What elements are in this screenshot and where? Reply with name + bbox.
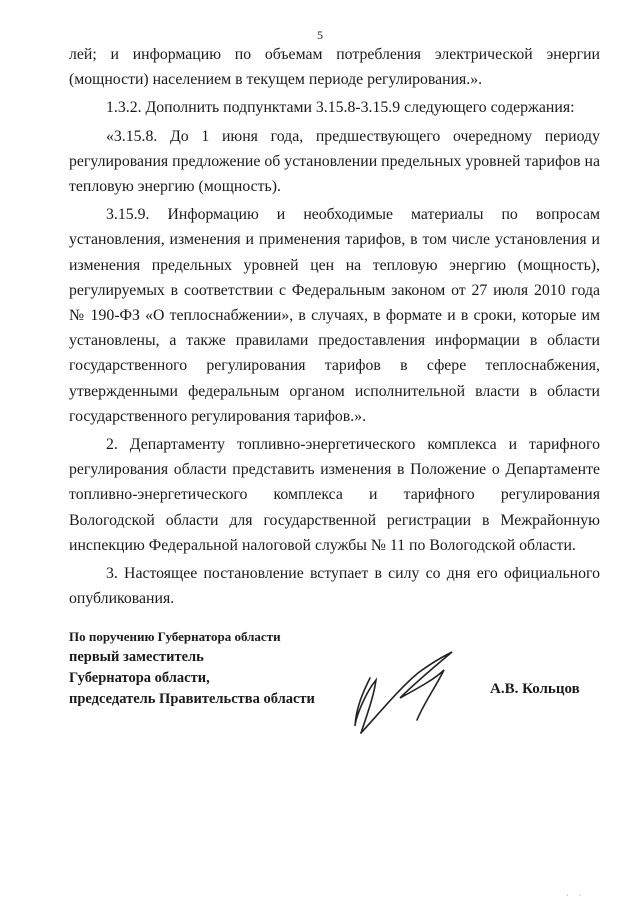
signature-title-line2: Губернатора области, bbox=[69, 670, 210, 686]
document-body bbox=[69, 42, 600, 611]
signature-authority-line: По поручению Губернатора области bbox=[69, 629, 281, 644]
signer-name: А.В. Кольцов bbox=[490, 681, 580, 697]
paragraph-1-3-2: 1.3.2. Дополнить подпунктами 3.15.8-3.15.9 следующего содержания: bbox=[106, 99, 575, 117]
signature-title-line3: председатель Правительства области bbox=[69, 691, 315, 707]
handwritten-signature bbox=[330, 640, 480, 740]
page-number: 5 bbox=[317, 28, 323, 42]
scan-mark: · · bbox=[566, 891, 586, 900]
paragraph-3-15-8: «3.15.8. До 1 июня года, предшествующего очередному периоду регулирования предложение об установлении предельных уровней тарифов на тепловую энергию (мощность). bbox=[69, 127, 600, 196]
paragraph-3-15-9: 3.15.9. Информацию и необходимые материалы по вопросам установления, изменения и применения тарифов, в том числе установления и изменения предельных уровней цен на тепловую энергию (мощность), регулируемых в соответствии с Федеральным законом от 27 июля 2010 года № 190-ФЗ «О теплоснабжении», в случаях, в формате и в сроки, которые им установлены, а также правилами предоставления информации в области государственного регулирования тарифов в сфере теплоснабжения, утвержденными федеральным органом исполнительной власти в области государственного регулирования тарифов.». bbox=[69, 206, 600, 425]
paragraph-2: 2. Департаменту топливно-энергетического комплекса и тарифного регулирования области представить изменения в Положение о Департаменте топливно-энергетического комплекса и тарифного регулирования Вологодской области для государственной регистрации в Межрайонную инспекцию Федеральной налоговой службы № 11 по Вологодской области. bbox=[69, 436, 600, 554]
signature-title-line1: первый заместитель bbox=[69, 649, 204, 665]
signature-block bbox=[69, 627, 369, 710]
paragraph-continuation: лей; и информацию по объемам потребления электрической энергии (мощности) населением в текущем периоде регулирования.». bbox=[69, 46, 600, 89]
paragraph-3: 3. Настоящее постановление вступает в силу со дня его официального опубликования. bbox=[69, 565, 600, 608]
